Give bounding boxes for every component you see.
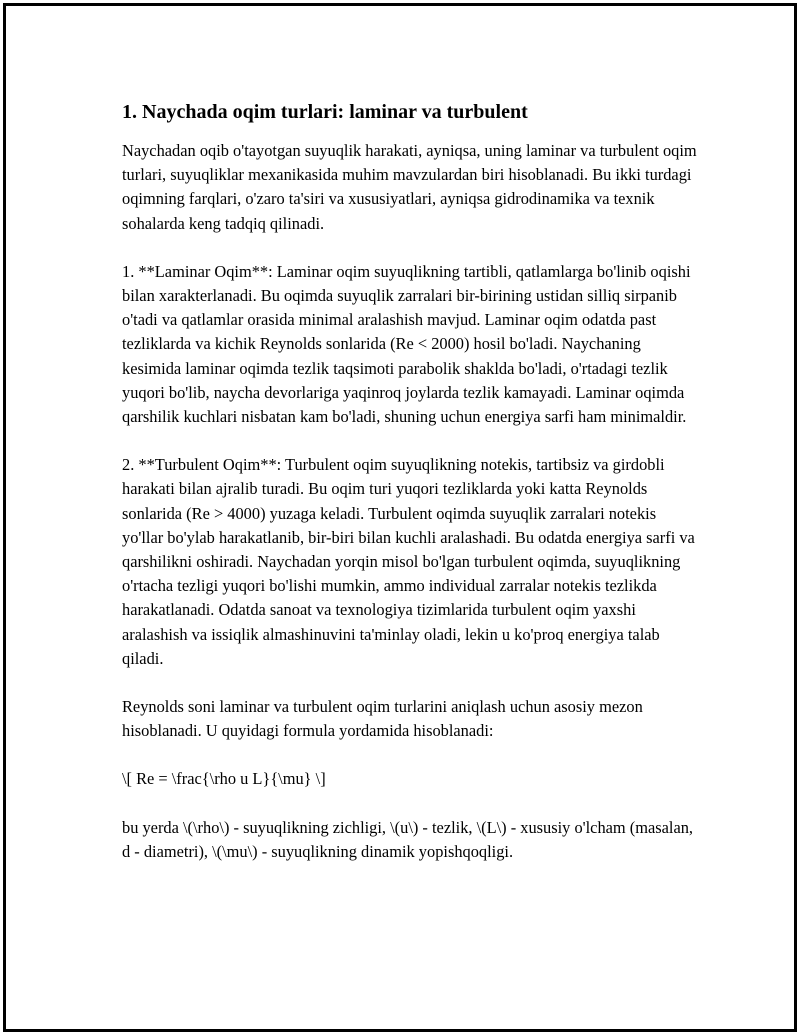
section-heading: 1. Naychada oqim turlari: laminar va turbulent bbox=[122, 101, 528, 123]
formula-legend-paragraph: bu yerda \(\rho\) - suyuqlikning zichligi, \(u\) - tezlik, \(L\) - xususiy o'lcham (masalan, d - diametri), \(\mu\) - suyuqlikning dinamik yopishqoqligi. bbox=[122, 817, 694, 861]
reynolds-formula: \[ Re = \frac{\rho u L}{\mu} \] bbox=[122, 769, 326, 789]
intro-paragraph: Naychadan oqib o'tayotgan suyuqlik harakati, ayniqsa, uning laminar va turbulent oqim turlari, suyuqliklar mexanikasida muhim mavzulardan biri hisoblanadi. Bu ikki turdagi oqimning farqlari, o'zaro ta'siri va xususiyatlari, ayniqsa gidrodinamika va texnik sohalarda keng tadqiq qilinadi. bbox=[122, 141, 697, 233]
reynolds-intro-paragraph: Reynolds soni laminar va turbulent oqim turlarini aniqlash uchun asosiy mezon hisoblanadi. U quyidagi formula yordamida hisoblanadi: bbox=[122, 697, 643, 741]
page-frame bbox=[3, 3, 797, 1032]
document-body bbox=[122, 99, 697, 888]
turbulent-flow-paragraph: 2. **Turbulent Oqim**: Turbulent oqim suyuqlikning notekis, tartibsiz va girdobli harakati bilan ajralib turadi. Bu oqim turi yuqori tezliklarda yoki katta Reynolds sonlarida (Re > 4000) yuzaga keladi. Turbulent oqimda suyuqlik zarralari notekis yo'llar bo'ylab harakatlanib, bir-biri bilan kuchli aralashadi. Bu odatda energiya sarfi va qarshilikni oshiradi. Naychadan yorqin misol bo'lgan turbulent oqimda, suyuqlikning o'rtacha tezligi yuqori bo'lishi mumkin, ammo individual zarralar notekis tezlikda harakatlanadi. Odatda sanoat va texnologiya tizimlarida turbulent oqim yaxshi aralashish va issiqlik almashinuvini ta'minlay oladi, lekin u ko'proq energiya talab qiladi. bbox=[122, 455, 695, 668]
laminar-flow-paragraph: 1. **Laminar Oqim**: Laminar oqim suyuqlikning tartibli, qatlamlarga bo'linib oqishi bilan xarakterlanadi. Bu oqimda suyuqlik zarralari bir-birining ustidan silliq sirpanib o'tadi va qatlamlar orasida minimal aralashish mavjud. Laminar oqim odatda past tezliklarda va kichik Reynolds sonlarida (Re < 2000) hosil bo'ladi. Naychaning kesimida laminar oqimda tezlik taqsimoti parabolik shaklda bo'ladi, o'rtadagi tezlik yuqori bo'lib, naycha devorlariga yaqinroq joylarda tezlik kamayadi. Laminar oqimda qarshilik kuchlari nisbatan kam bo'ladi, shuning uchun energiya sarfi ham minimaldir. bbox=[122, 261, 691, 427]
